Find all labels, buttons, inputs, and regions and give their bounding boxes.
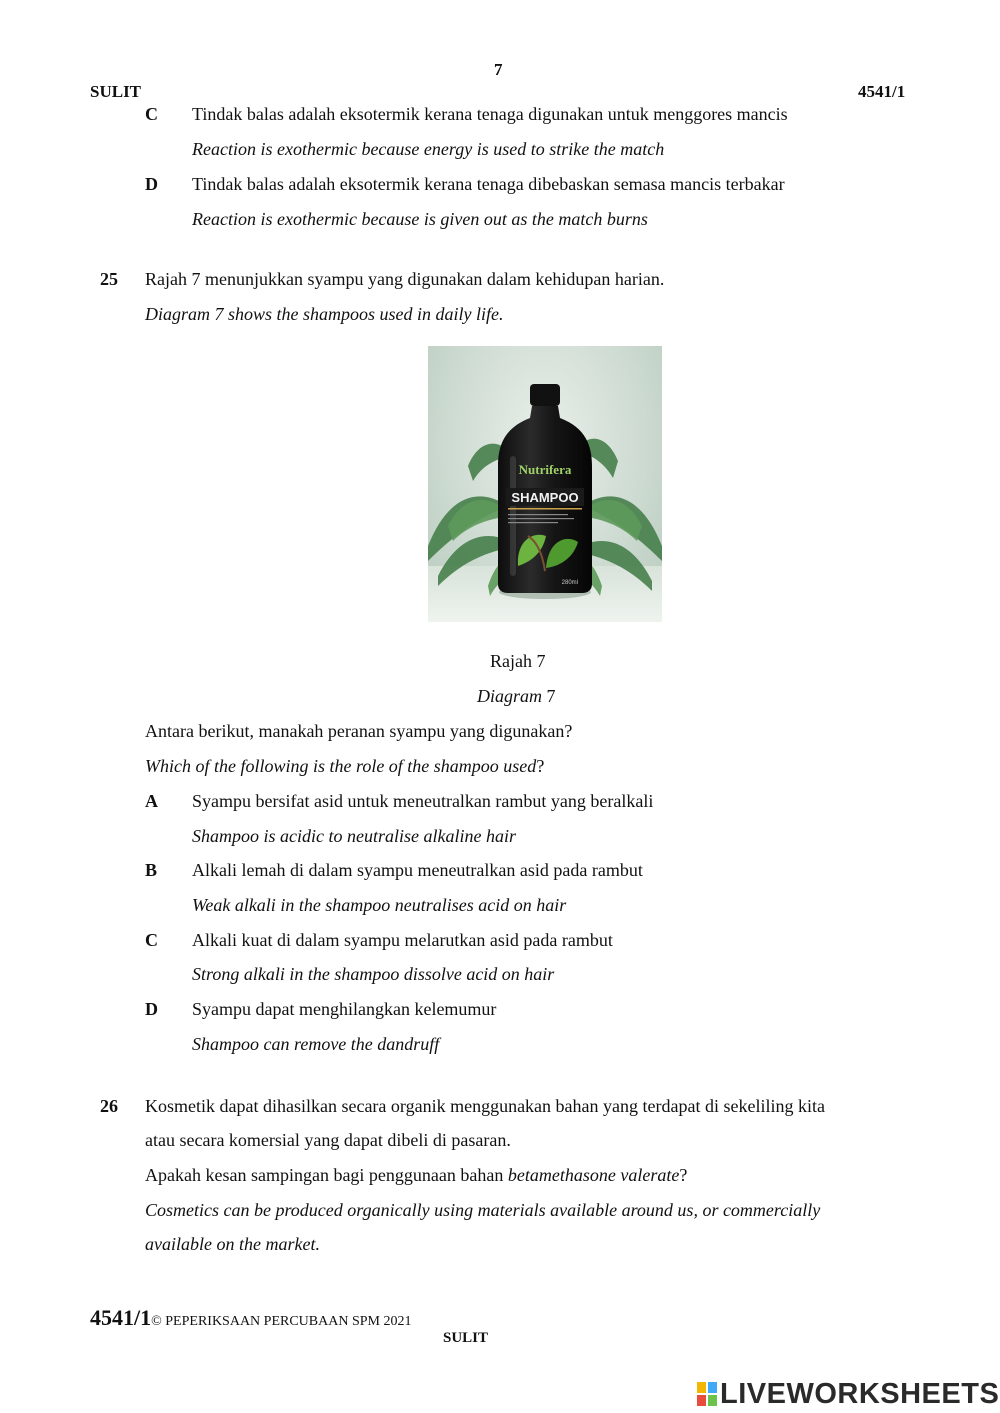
q24-option-d-letter: D xyxy=(145,174,158,194)
q26-question-malay: Apakah kesan sampingan bagi penggunaan bahan betamethasone valerate? xyxy=(145,1165,688,1185)
q24-option-d-malay: Tindak balas adalah eksotermik kerana tenaga dibebaskan semasa mancis terbakar xyxy=(192,174,785,194)
q25-question-malay: Antara berikut, manakah peranan syampu yang digunakan? xyxy=(145,721,573,741)
q24-option-c-letter: C xyxy=(145,104,158,124)
q25-option-b-english: Weak alkali in the shampoo neutralises acid on hair xyxy=(192,895,567,915)
q25-option-a-english: Shampoo is acidic to neutralise alkaline hair xyxy=(192,826,516,846)
q25-caption-malay: Rajah 7 xyxy=(490,651,546,671)
page-number: 7 xyxy=(494,60,503,79)
q25-option-c-malay: Alkali kuat di dalam syampu melarutkan asid pada rambut xyxy=(192,930,613,950)
q24-option-c-malay: Tindak balas adalah eksotermik kerana tenaga digunakan untuk menggores mancis xyxy=(192,104,788,124)
q25-option-c-letter: C xyxy=(145,930,158,950)
q26-number: 26 xyxy=(100,1096,118,1116)
footer-sulit: SULIT xyxy=(443,1330,489,1346)
q25-option-b-letter: B xyxy=(145,860,158,880)
q25-number: 25 xyxy=(100,269,118,289)
photo-volume: 280ml xyxy=(561,580,578,586)
q25-option-a-malay: Syampu bersifat asid untuk meneutralkan rambut yang beralkali xyxy=(192,791,654,811)
photo-product: SHAMPOO xyxy=(511,490,579,505)
q26-line-2: atau secara komersial yang dapat dibeli di pasaran. xyxy=(145,1130,511,1150)
q25-option-b-malay: Alkali lemah di dalam syampu meneutralkan asid pada rambut xyxy=(192,860,643,880)
liveworksheets-logo-icon xyxy=(697,1382,717,1406)
q24-option-c-english: Reaction is exothermic because energy is used to strike the match xyxy=(192,139,665,159)
liveworksheets-watermark[interactable]: LIVEWORKSHEETS xyxy=(720,1378,1000,1410)
q25-option-d-english: Shampoo can remove the dandruff xyxy=(192,1034,440,1054)
q26-line-4: Cosmetics can be produced organically using materials available around us, or commercially xyxy=(145,1200,821,1220)
q24-option-d-english: Reaction is exothermic because is given out as the match burns xyxy=(192,209,648,229)
shampoo-photo xyxy=(428,346,662,622)
q25-option-d-malay: Syampu dapat menghilangkan kelemumur xyxy=(192,999,497,1019)
q25-option-d-letter: D xyxy=(145,999,158,1019)
q25-question-english: Which of the following is the role of the shampoo used? xyxy=(145,756,545,776)
q25-option-a-letter: A xyxy=(145,791,158,811)
header-paper-code: 4541/1 xyxy=(858,82,906,101)
q25-intro-english: Diagram 7 shows the shampoos used in daily life. xyxy=(145,304,504,324)
footer-copyright-line: 4541/1© PEPERIKSAAN PERCUBAAN SPM 2021 xyxy=(90,1305,412,1330)
q25-caption-english: Diagram 7 xyxy=(477,686,556,706)
q26-line-5: available on the market. xyxy=(145,1234,320,1254)
q26-line-1: Kosmetik dapat dihasilkan secara organik menggunakan bahan yang terdapat di sekeliling kita xyxy=(145,1096,825,1116)
q25-option-c-english: Strong alkali in the shampoo dissolve acid on hair xyxy=(192,964,555,984)
q25-intro-malay: Rajah 7 menunjukkan syampu yang digunakan dalam kehidupan harian. xyxy=(145,269,665,289)
shampoo-bottle-illustration xyxy=(428,346,662,622)
header-sulit: SULIT xyxy=(90,82,142,101)
photo-brand: Nutrifera xyxy=(518,462,572,477)
